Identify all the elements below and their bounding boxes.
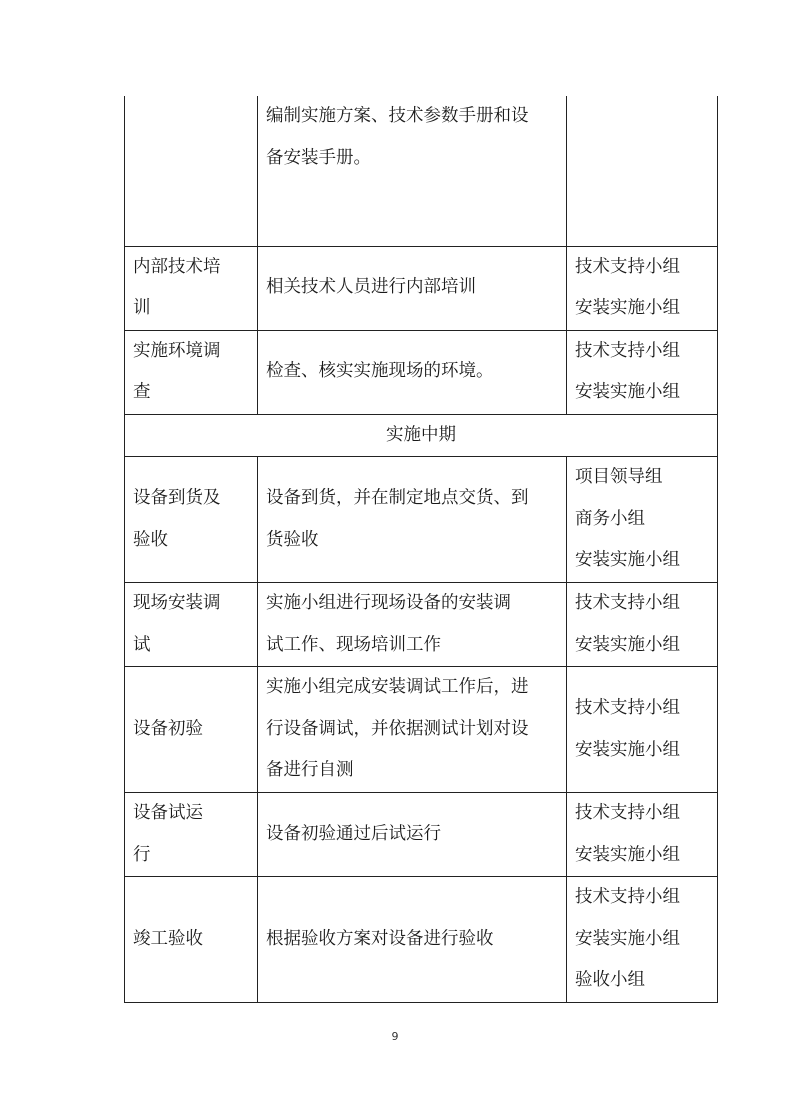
team-line: 技术支持小组 bbox=[575, 803, 680, 823]
team-cell bbox=[567, 583, 718, 667]
team-line: 安装实施小组 bbox=[575, 634, 680, 655]
table-row bbox=[125, 583, 718, 667]
team-cell bbox=[567, 96, 718, 246]
task-cell bbox=[125, 330, 258, 414]
task-line: 设备试运 bbox=[133, 803, 203, 823]
table-row bbox=[125, 457, 718, 583]
table-row bbox=[125, 667, 718, 793]
task-line: 现场安装调 bbox=[133, 593, 221, 613]
table-row bbox=[125, 793, 718, 877]
team-line: 安装实施小组 bbox=[575, 844, 680, 865]
team-line: 技术支持小组 bbox=[575, 340, 680, 361]
task-cell bbox=[125, 96, 258, 246]
team-cell bbox=[567, 457, 718, 583]
content-line: 实施小组完成安装调试工作后，进 bbox=[266, 677, 529, 698]
content-cell bbox=[258, 793, 567, 877]
content-line: 设备到货，并在制定地点交货、到 bbox=[266, 488, 529, 508]
team-line: 技术支持小组 bbox=[575, 256, 680, 277]
task-line: 训 bbox=[133, 298, 151, 318]
task-line: 查 bbox=[133, 382, 151, 402]
team-line: 安装实施小组 bbox=[575, 550, 680, 571]
content-line: 实施小组进行现场设备的安装调 bbox=[266, 593, 511, 613]
team-line: 安装实施小组 bbox=[575, 298, 680, 318]
team-line: 验收小组 bbox=[575, 970, 645, 990]
content-line: 设备初验通过后试运行 bbox=[266, 823, 441, 844]
content-line: 相关技术人员进行内部培训 bbox=[266, 277, 476, 298]
content-line: 检查、核实实施现场的环境。 bbox=[266, 361, 494, 382]
team-line: 技术支持小组 bbox=[575, 593, 680, 613]
content-cell bbox=[258, 330, 567, 414]
content-line: 试工作、现场培训工作 bbox=[266, 634, 441, 655]
task-line: 竣工验收 bbox=[133, 928, 203, 949]
table-row bbox=[125, 330, 718, 414]
implementation-plan-table bbox=[124, 96, 718, 1003]
task-cell bbox=[125, 583, 258, 667]
content-line: 行设备调试，并依据测试计划对设 bbox=[266, 718, 529, 739]
content-cell bbox=[258, 667, 567, 793]
content-line: 编制实施方案、技术参数手册和设 bbox=[266, 106, 529, 126]
team-cell bbox=[567, 667, 718, 793]
content-cell bbox=[258, 96, 567, 246]
task-cell bbox=[125, 246, 258, 330]
team-line: 安装实施小组 bbox=[575, 382, 680, 402]
task-line: 内部技术培 bbox=[133, 256, 221, 277]
team-cell bbox=[567, 330, 718, 414]
content-cell bbox=[258, 583, 567, 667]
team-line: 项目领导组 bbox=[575, 467, 663, 488]
team-line: 技术支持小组 bbox=[575, 698, 680, 718]
table-row bbox=[125, 96, 718, 246]
content-cell bbox=[258, 457, 567, 583]
team-line: 安装实施小组 bbox=[575, 928, 680, 949]
team-cell bbox=[567, 793, 718, 877]
team-line: 安装实施小组 bbox=[575, 739, 680, 760]
team-line: 技术支持小组 bbox=[575, 887, 680, 907]
content-line: 根据验收方案对设备进行验收 bbox=[266, 928, 494, 949]
team-line: 商务小组 bbox=[575, 508, 645, 529]
content-line: 备进行自测 bbox=[266, 760, 354, 781]
table-row bbox=[125, 246, 718, 330]
content-line: 货验收 bbox=[266, 529, 319, 550]
team-cell bbox=[567, 246, 718, 330]
task-line: 行 bbox=[133, 844, 151, 865]
task-cell bbox=[125, 793, 258, 877]
phase-heading: 实施中期 bbox=[125, 414, 718, 457]
task-cell bbox=[125, 877, 258, 1003]
content-cell bbox=[258, 246, 567, 330]
task-cell bbox=[125, 667, 258, 793]
task-line: 试 bbox=[133, 634, 151, 655]
phase-row bbox=[125, 414, 718, 457]
page-number: 9 bbox=[391, 1030, 399, 1043]
content-line: 备安装手册。 bbox=[266, 147, 371, 168]
task-line: 设备初验 bbox=[133, 718, 203, 739]
task-line: 设备到货及 bbox=[133, 488, 221, 508]
content-cell bbox=[258, 877, 567, 1003]
table-body bbox=[125, 96, 718, 1002]
task-line: 实施环境调 bbox=[133, 340, 221, 361]
task-cell bbox=[125, 457, 258, 583]
table-row bbox=[125, 877, 718, 1003]
task-line: 验收 bbox=[133, 529, 168, 550]
team-cell bbox=[567, 877, 718, 1003]
